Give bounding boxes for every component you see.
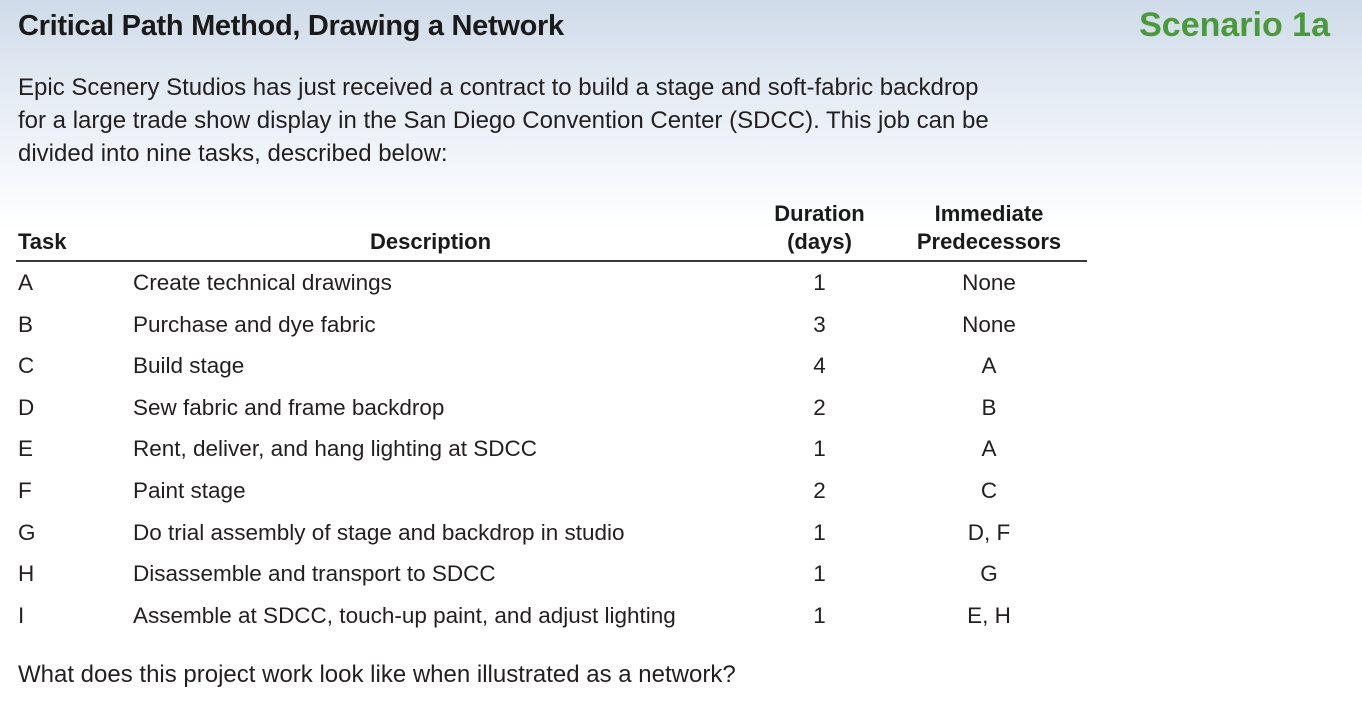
header-duration-line: Duration [774,201,865,226]
task-description: Rent, deliver, and hang lighting at SDCC [133,436,537,462]
task-id: C [18,353,35,379]
task-description: Disassemble and transport to SDCC [133,561,496,587]
task-predecessors: E, H [967,602,1011,628]
page-title: Critical Path Method, Drawing a Network [18,10,564,42]
task-predecessors: None [962,270,1016,295]
task-duration: 4 [813,353,826,379]
task-description: Assemble at SDCC, touch-up paint, and adjust lighting [133,602,676,628]
task-id: I [18,602,25,628]
header-predecessors [909,200,1069,256]
task-duration: 2 [813,394,826,420]
task-id: A [18,270,34,295]
task-predecessors: D, F [967,519,1011,545]
task-duration: 3 [813,311,826,337]
table-row [16,387,1087,429]
task-predecessors: C [980,477,998,503]
task-id: H [18,561,35,587]
task-id: G [18,519,36,545]
task-predecessors: G [980,561,998,587]
header-predecessors-line: Predecessors [916,229,1062,254]
task-predecessors: B [981,394,997,420]
header-duration [761,200,878,256]
task-description: Build stage [133,353,245,379]
task-duration: 1 [813,436,826,462]
table-row [16,428,1087,470]
task-id: D [18,394,35,420]
table-row [16,262,1087,304]
header-description: Description [370,229,492,254]
table-row [16,345,1087,387]
task-table [16,198,1087,636]
table-row [16,553,1087,595]
table-row [16,595,1087,637]
table-row [16,512,1087,554]
task-description: Sew fabric and frame backdrop [133,394,445,420]
task-description: Create technical drawings [133,270,392,295]
table-row [16,304,1087,346]
task-description: Purchase and dye fabric [133,311,376,337]
task-description: Paint stage [133,477,246,503]
task-predecessors: A [981,353,997,379]
task-duration: 1 [813,270,826,295]
intro-line: divided into nine tasks, described below: [18,140,448,167]
task-description: Do trial assembly of stage and backdrop in studio [133,519,625,545]
table-header [16,198,1087,262]
table-body [16,262,1087,636]
task-predecessors: None [962,311,1016,337]
task-duration: 1 [813,602,826,628]
intro-line: for a large trade show display in the San Diego Convention Center (SDCC). This job can be [18,107,989,134]
task-id: F [18,477,32,503]
closing-question: What does this project work look like when illustrated as a network? [18,661,736,688]
header-predecessors-line: Immediate [934,201,1044,226]
intro-paragraph [18,71,1078,170]
scenario-label: Scenario 1a [1139,6,1330,44]
task-id: E [18,436,34,462]
header-task: Task [18,229,67,254]
header-duration-line: (days) [787,229,852,254]
table-row [16,470,1087,512]
task-duration: 2 [813,477,826,503]
task-duration: 1 [813,519,826,545]
task-duration: 1 [813,561,826,587]
intro-line: Epic Scenery Studios has just received a contract to build a stage and soft-fabric backdrop [18,74,979,101]
task-id: B [18,311,34,337]
task-predecessors: A [981,436,997,462]
